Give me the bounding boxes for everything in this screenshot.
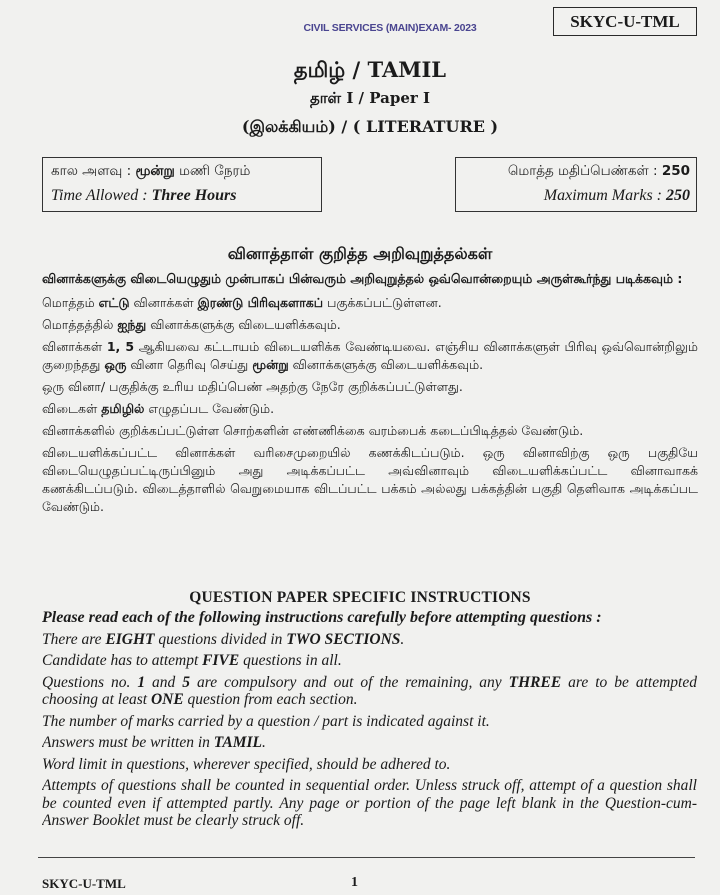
instruction-text: மொத்தம் — [42, 295, 99, 310]
emphasis-text: எட்டு — [98, 295, 130, 310]
emphasis-text: TWO SECTIONS — [286, 630, 401, 648]
instruction-text: . — [262, 734, 266, 751]
tamil-instruction-item — [42, 400, 698, 418]
emphasis-text: மூன்று — [252, 357, 289, 372]
instruction-text: There are — [42, 630, 106, 648]
time-label-tamil: கால அளவு : — [51, 163, 132, 179]
emphasis-text: ONE — [150, 691, 184, 708]
english-instruction-item — [42, 777, 697, 830]
english-instruction-item — [42, 756, 697, 774]
instruction-text: The number of marks carried by a question / part is indicated against it. — [42, 712, 490, 730]
time-value-english: Three Hours — [151, 187, 237, 204]
marks-value-english: 250 — [666, 187, 690, 204]
instruction-text: எழுதப்பட வேண்டும். — [144, 401, 275, 416]
marks-value-tamil: 250 — [661, 163, 690, 179]
english-instructions — [42, 609, 697, 855]
instruction-text: ஆகியவை கட்டாயம் விடையளிக்க வேண்டியவை. எஞ்சிய வினாக்களுள் பிரிவு ஒவ்வொன்றிலும் குறைந்தது — [42, 339, 698, 372]
instruction-text: மொத்தத்தில் — [42, 317, 118, 332]
instruction-text: Questions no. — [42, 673, 138, 691]
instruction-text: question from each section. — [183, 691, 358, 708]
instruction-text: are to be attempted choosing at least — [42, 673, 697, 708]
instruction-text: விடையளிக்கப்பட்ட வினாக்கள் வரிசைமுறையில் கணக்கிடப்படும். ஒரு வினாவிற்கு ஒரு பகுதியே விடையெழுதப்பட்டிருப்பினும் அது அடிக்கப்பட்ட அவ்வினாவும் விடையளிக்கப்பட்ட வினாவாகக் கணக்கிடப்படும். விடைத்தாளில் வெறுமையாக விடப்பட்ட பக்கம் அல்லது பக்கத்தின் பகுதி தெளிவாக அடிக்கப்பட வேண்டும். — [42, 445, 698, 514]
emphasis-text: EIGHT — [105, 630, 155, 648]
instruction-text: வினாக்களுக்கு விடையளிக்கவும். — [288, 357, 484, 372]
emphasis-text: 1, 5 — [106, 339, 135, 354]
instruction-text: Candidate has to attempt — [42, 652, 203, 669]
tamil-instruction-item — [42, 422, 698, 440]
english-instruction-item — [42, 713, 697, 731]
footer-paper-code: SKYC-U-TML — [42, 876, 126, 891]
english-instructions-heading: QUESTION PAPER SPECIFIC INSTRUCTIONS — [189, 589, 531, 606]
marks-tamil — [508, 163, 690, 181]
english-instruction-item — [42, 734, 697, 752]
tamil-instructions-intro: வினாக்களுக்கு விடையெழுதும் முன்பாகப் பின்வரும் அறிவுறுத்தல் ஒவ்வொன்றையும் அருள்கூர்ந்து படிக்கவும் : — [42, 271, 683, 286]
english-instructions-intro: Please read each of the following instructions carefully before attempting questions : — [42, 609, 602, 626]
tamil-instruction-item — [42, 294, 698, 312]
emphasis-text: FIVE — [202, 652, 240, 669]
time-value-tamil: மூன்று — [135, 163, 175, 179]
instruction-text: விடைகள் — [42, 401, 102, 416]
marks-english — [544, 187, 690, 205]
instruction-text: . — [400, 630, 405, 648]
page-number: 1 — [351, 875, 358, 890]
tamil-instructions-heading: வினாத்தாள் குறித்த அறிவுறுத்தல்கள் — [227, 244, 493, 263]
instruction-text: are compulsory and out of the remaining, any — [190, 673, 509, 691]
instruction-text: பகுக்கப்பட்டுள்ளன. — [323, 295, 442, 310]
instruction-text: Attempts of questions shall be counted in sequential order. Unless struck off, attempt of a question shall be counted even if attempted partly. Any page or portion of the page left blank in the Question-cum-Answer Booklet must be clearly struck off. — [42, 777, 697, 829]
time-label-english: Time Allowed : — [51, 187, 148, 204]
english-instruction-item — [42, 674, 697, 709]
instruction-text: questions in all. — [239, 652, 342, 669]
english-instruction-item — [42, 652, 697, 670]
paper-category: (இலக்கியம்) / ( LITERATURE ) — [241, 117, 499, 136]
instruction-text: வினா தெரிவு செய்து — [126, 357, 253, 372]
subject-title: தமிழ் / TAMIL — [293, 57, 447, 82]
footer-divider — [38, 857, 695, 858]
marks-label-tamil: மொத்த மதிப்பெண்கள் : — [507, 163, 658, 179]
tamil-instruction-item — [42, 316, 698, 334]
emphasis-text: தமிழில் — [101, 401, 145, 416]
maximum-marks-box — [455, 157, 697, 212]
emphasis-text: ஐந்து — [117, 317, 147, 332]
emphasis-text: 5 — [182, 673, 191, 691]
emphasis-text: ஒரு — [104, 357, 127, 372]
instruction-text: வினாக்கள் — [42, 339, 107, 354]
paper-code: SKYC-U-TML — [570, 12, 680, 31]
instruction-text: ஒரு வினா/ பகுதிக்கு உரிய மதிப்பெண் அதற்கு நேரே குறிக்கப்பட்டுள்ளது. — [42, 379, 463, 394]
time-allowed-tamil — [51, 163, 250, 181]
time-allowed-box — [42, 157, 322, 212]
tamil-instruction-item — [42, 444, 698, 516]
instruction-text: Answers must be written in — [42, 734, 214, 751]
instruction-text: Word limit in questions, wherever specified, should be adhered to. — [42, 755, 451, 773]
emphasis-text: TAMIL — [213, 734, 263, 751]
time-unit-tamil: மணி நேரம் — [179, 163, 251, 179]
instruction-text: and — [145, 673, 183, 691]
tamil-instruction-item — [42, 378, 698, 396]
instruction-text: வினாக்களுக்கு விடையளிக்கவும். — [146, 317, 341, 332]
tamil-instructions — [42, 270, 698, 575]
marks-label-english: Maximum Marks : — [543, 187, 662, 204]
exam-title: CIVIL SERVICES (MAIN)EXAM- 2023 — [303, 22, 477, 34]
instruction-text: வினாக்கள் — [129, 295, 198, 310]
paper-number: தாள் I / Paper I — [309, 89, 431, 107]
emphasis-text: THREE — [508, 673, 562, 691]
emphasis-text: இரண்டு பிரிவுகளாகப் — [197, 295, 324, 310]
emphasis-text: 1 — [137, 673, 146, 691]
tamil-instruction-item — [42, 338, 698, 374]
instruction-text: வினாக்களில் குறிக்கப்பட்டுள்ள சொற்களின் எண்ணிக்கை வரம்பைக் கடைப்பிடித்தல் வேண்டும். — [42, 423, 584, 438]
english-instruction-item — [42, 631, 697, 649]
instruction-text: questions divided in — [154, 630, 287, 648]
paper-code-box — [553, 7, 697, 36]
time-allowed-english — [51, 187, 237, 205]
